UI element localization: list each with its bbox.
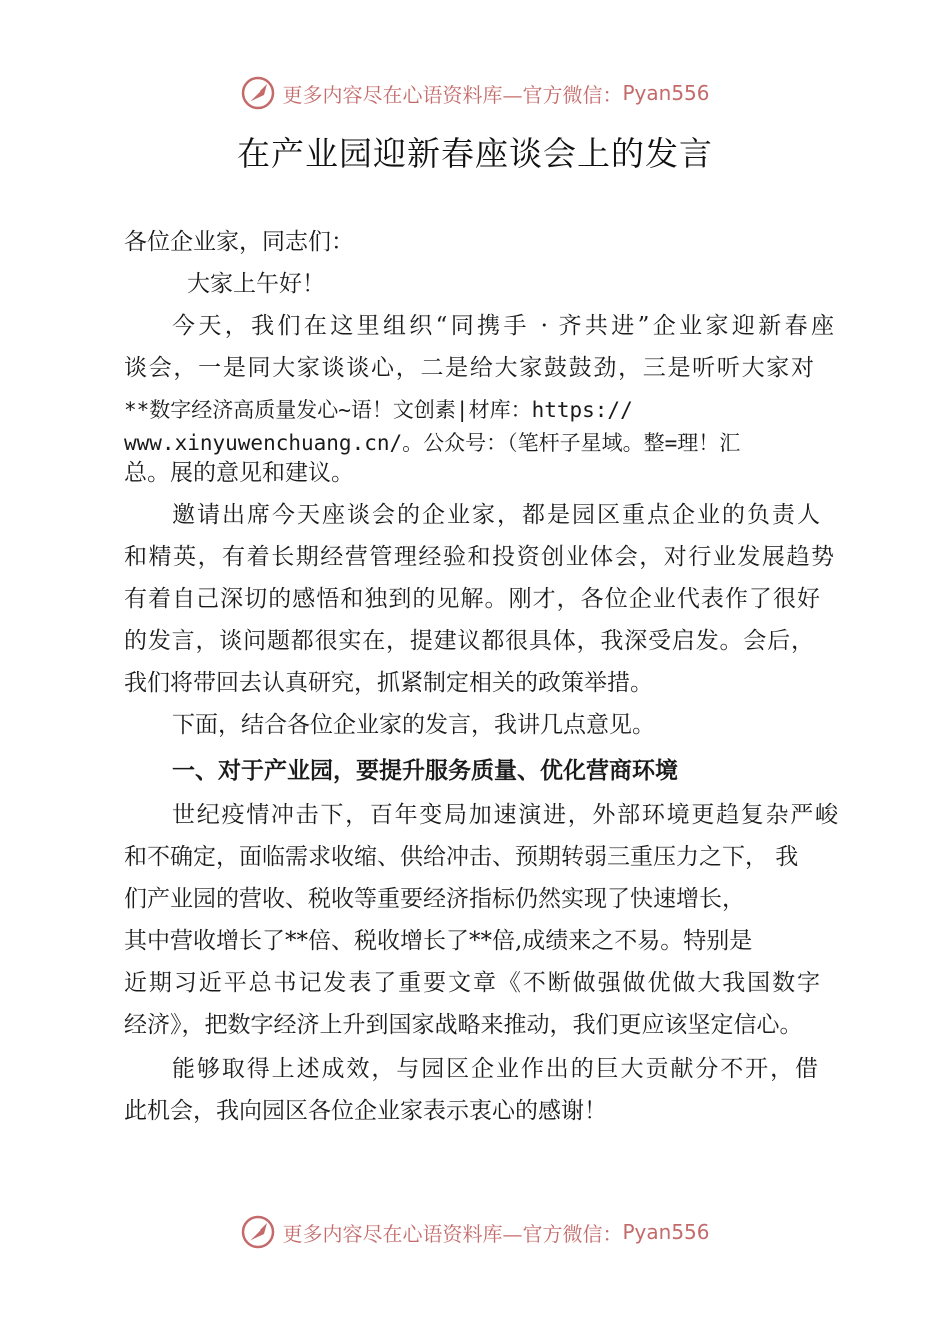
- quill-logo-icon: [240, 75, 276, 111]
- paragraph-line: 能够取得上述成效，与园区企业作出的巨大贡献分不开，借: [172, 1056, 818, 1082]
- paragraph-line: 近期习近平总书记发表了重要文章《不断做强做优做大我国数字: [124, 970, 820, 996]
- quill-logo-icon: [240, 1214, 276, 1250]
- paragraph-line: 总。展的意见和建议。: [124, 460, 354, 486]
- paragraph-line: 今天，我们在这里组织“同携手 · 齐共进”企业家迎新春座: [172, 313, 834, 339]
- paragraph-line: 们产业园的营收、税收等重要经济指标仍然实现了快速增长，: [124, 886, 745, 912]
- url-text: www.xinyuwenchuang.cn/。公众号：（笔杆子星域。整=理！汇: [124, 431, 741, 455]
- paragraph-line: 其中营收增长了**倍、税收增长了**倍,成绩来之不易。特别是: [124, 928, 753, 954]
- paragraph-line: 的发言，谈问题都很实在，提建议都很具体，我深受启发。会后，: [124, 628, 814, 654]
- section-heading: 一、对于产业园，要提升服务质量、优化营商环境: [172, 758, 678, 784]
- paragraph-line: 邀请出席今天座谈会的企业家，都是园区重点企业的负责人: [172, 502, 820, 528]
- banner-text: 更多内容尽在心语资料库—官方微信：: [282, 1221, 623, 1246]
- wechat-id: Pyan556: [622, 1220, 710, 1244]
- header-banner: [0, 73, 950, 113]
- paragraph-line: 经济》，把数字经济上升到国家战略来推动，我们更应该坚定信心。: [124, 1012, 803, 1038]
- paragraph-line: 我们将带回去认真研究，抓紧制定相关的政策举措。: [124, 670, 653, 696]
- paragraph-line: 世纪疫情冲击下，百年变局加速演进，外部环境更趋复杂严峻: [172, 802, 838, 828]
- salutation: 各位企业家，同志们：: [124, 229, 354, 255]
- paragraph-line: 下面，结合各位企业家的发言，我讲几点意见。: [172, 712, 655, 738]
- paragraph-line: 和精英，有着长期经营管理经验和投资创业体会，对行业发展趋势: [124, 544, 834, 570]
- footer-banner: [0, 1212, 950, 1252]
- document-title: 在产业园迎新春座谈会上的发言: [237, 134, 713, 173]
- url-text: **数字经济高质量发心~语！文创素|材库：https://: [124, 398, 633, 422]
- greeting: 大家上午好！: [187, 271, 325, 297]
- paragraph-line: 谈会，一是同大家谈谈心，二是给大家鼓鼓劲，三是听听大家对: [124, 355, 814, 381]
- wechat-id: Pyan556: [622, 81, 710, 105]
- paragraph-line: 有着自己深切的感悟和独到的见解。刚才，各位企业代表作了很好: [124, 586, 820, 612]
- banner-text: 更多内容尽在心语资料库—官方微信：: [282, 82, 623, 107]
- paragraph-line: 此机会，我向园区各位企业家表示衷心的感谢！: [124, 1098, 607, 1124]
- paragraph-line: 和不确定，面临需求收缩、供给冲击、预期转弱三重压力之下， 我: [124, 844, 799, 870]
